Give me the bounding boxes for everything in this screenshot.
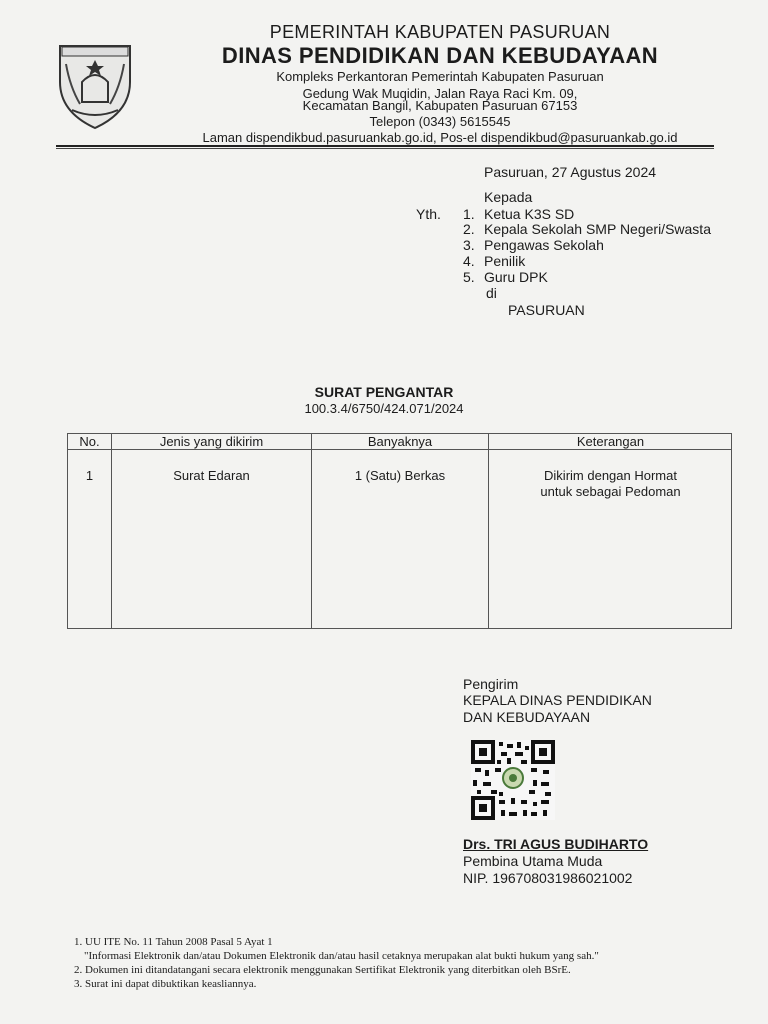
recipient-number: 2.	[463, 221, 475, 237]
column-divider	[311, 434, 312, 628]
column-divider	[488, 434, 489, 628]
table-cell-no: 1	[85, 468, 94, 483]
table-cell-banyaknya: 1 (Satu) Berkas	[354, 468, 446, 483]
sender-position: DAN KEBUDAYAAN	[463, 709, 591, 725]
recipient-number: 5.	[463, 269, 475, 285]
table-cell-jenis: Surat Edaran	[173, 468, 250, 483]
footnote: "Informasi Elektronik dan/atau Dokumen Elektronik dan/atau hasil cetaknya merupakan alat bukti hukum yang sah."	[84, 950, 599, 962]
footnote: 2. Dokumen ini ditandatangani secara elektronik menggunakan Sertifikat Elektronik yang diterbitkan oleh BSrE.	[74, 964, 571, 976]
recipient-number: 3.	[463, 237, 475, 253]
website-email-line: Laman dispendikbud.pasuruankab.go.id, Pos-el dispendikbud@pasuruankab.go.id	[202, 130, 678, 145]
letter-title: SURAT PENGANTAR	[314, 384, 454, 400]
government-name: PEMERINTAH KABUPATEN PASURUAN	[269, 22, 611, 42]
recipient-number: 1.	[463, 206, 475, 222]
footnote: 1. UU ITE No. 11 Tahun 2008 Pasal 5 Ayat 1	[74, 936, 273, 948]
letter-number: 100.3.4/6750/424.071/2024	[304, 401, 464, 416]
footnote: 3. Surat ini dapat dibuktikan keasliannya.	[74, 978, 257, 990]
phone-line: Telepon (0343) 5615545	[369, 114, 511, 129]
qr-code-icon	[471, 740, 555, 820]
agency-name: DINAS PENDIDIKAN DAN KEBUDAYAAN	[221, 43, 659, 68]
table-header-divider	[68, 449, 731, 450]
table-header-no: No.	[79, 434, 100, 449]
yth-label: Yth.	[416, 206, 441, 222]
signer-nip: NIP. 196708031986021002	[463, 870, 633, 886]
sender-position: KEPALA DINAS PENDIDIKAN	[463, 692, 652, 708]
regency-coat-of-arms-icon	[56, 42, 134, 130]
di-label: di	[486, 285, 497, 301]
recipient-place: PASURUAN	[508, 302, 585, 318]
recipient-item: Ketua K3S SD	[484, 206, 575, 222]
recipient-item: Penilik	[484, 253, 526, 269]
table-header-keterangan: Keterangan	[576, 434, 645, 449]
table-header-jenis: Jenis yang dikirim	[159, 434, 264, 449]
address-line: Gedung Wak Muqidin, Jalan Raya Raci Km. 09,	[302, 86, 578, 101]
recipient-item: Pengawas Sekolah	[484, 237, 604, 253]
signer-rank: Pembina Utama Muda	[463, 853, 603, 869]
address-line: Kompleks Perkantoran Pemerintah Kabupaten Pasuruan	[276, 69, 604, 84]
kepada-label: Kepada	[484, 189, 533, 205]
table-cell-keterangan: Dikirim dengan Hormat	[544, 468, 677, 483]
header-divider-thin	[56, 148, 714, 149]
recipient-item: Kepala Sekolah SMP Negeri/Swasta	[484, 221, 711, 237]
signer-name: Drs. TRI AGUS BUDIHARTO	[463, 836, 649, 852]
transmittal-table	[67, 433, 732, 629]
recipient-number: 4.	[463, 253, 475, 269]
recipient-item: Guru DPK	[484, 269, 548, 285]
address-line: Kecamatan Bangil, Kabupaten Pasuruan 67153	[302, 98, 578, 113]
header-divider	[56, 145, 714, 147]
sender-label: Pengirim	[463, 676, 519, 692]
column-divider	[111, 434, 112, 628]
table-header-banyaknya: Banyaknya	[367, 434, 433, 449]
table-cell-keterangan: untuk sebagai Pedoman	[540, 484, 681, 499]
letter-date: Pasuruan, 27 Agustus 2024	[484, 164, 657, 180]
